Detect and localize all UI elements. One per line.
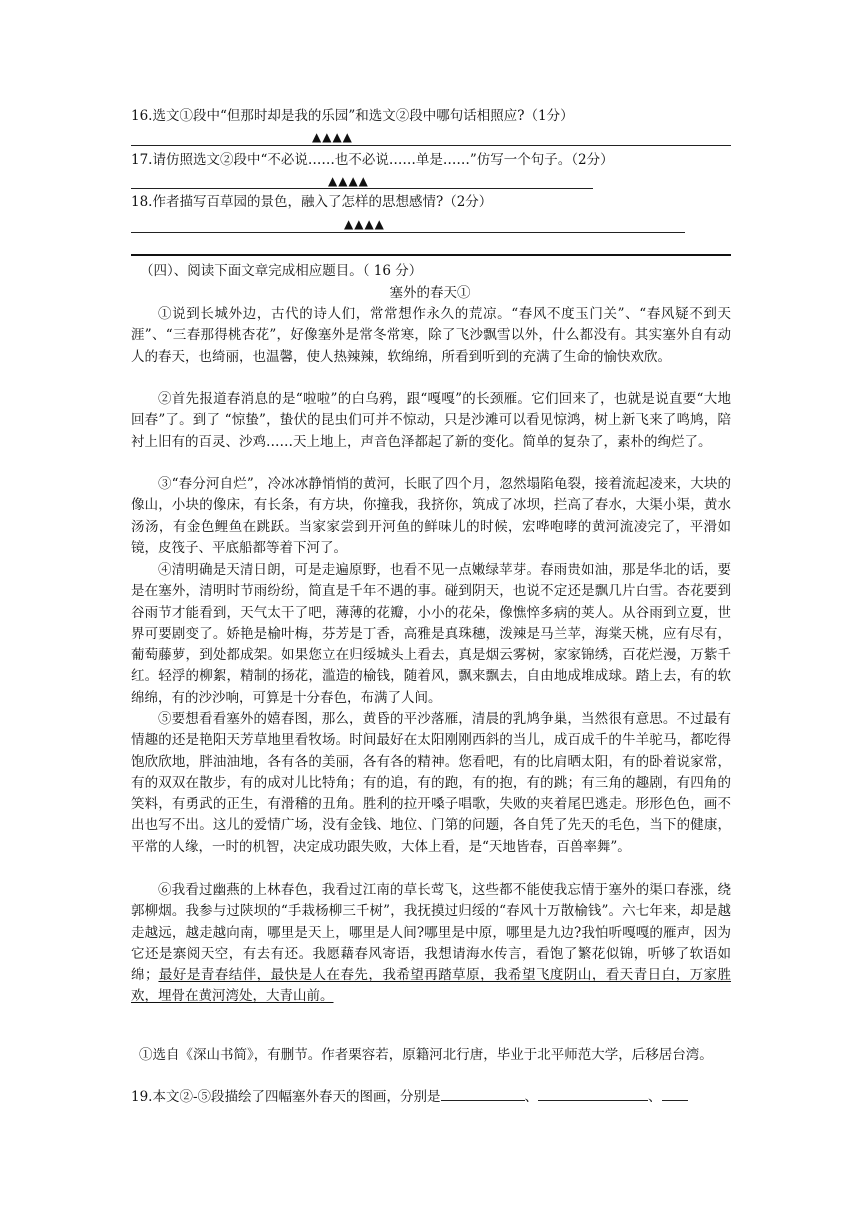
question-17: 17.请仿照选文②段中“不必说……也不必说……单是……”仿写一个句子。（2分）: [131, 152, 614, 168]
footnote: ①选自《深山书简》，有删节。作者栗容若，原籍河北行唐，毕业于北平师范大学，后移居台湾。: [139, 1047, 713, 1063]
section-divider: [131, 254, 731, 256]
paragraph-6-text: ⑥我看过幽燕的上林春色，我看过江南的草长莺飞，这些都不能使我忘情于塞外的渠口春涨，绕郭柳烟。我参与过陕坝的“手栽杨柳三千树”，我抚摸过归绥的“春风十万散榆钱”。六七年来，却是越走越远，越走越向南，哪里是天上，哪里是人间?哪里是中原，哪里是九边?我怕听嘎嘎的雁声，因为它还是寨阅天空，有去有还。我愿藉春风寄语，我想请海水传言，看饱了繁花似锦，听够了软语如绵；: [131, 882, 731, 984]
answer-marker-16: ▲▲▲▲: [312, 130, 353, 144]
answer-marker-18: ▲▲▲▲: [344, 217, 385, 231]
answer-blank-19-1[interactable]: [441, 1087, 525, 1101]
answer-line-18[interactable]: [131, 232, 685, 233]
answer-line-16[interactable]: [131, 145, 731, 146]
question-19: [131, 1087, 688, 1107]
question-16: 16.选文①段中“但那时却是我的乐园”和选文②段中哪句话相照应?（1分）: [131, 108, 574, 124]
paragraph-6-underlined-text: 最好是青春结伴，最快是人在春先，我希望再踏草原，我希望飞度阴山，看天青日白，万家胜欢，埋骨在黄河湾处，大青山前。: [131, 967, 732, 1005]
blank-separator: 、: [648, 1089, 662, 1105]
paragraph-4: ④清明确是天清日朗，可是走遍原野，也看不见一点嫩绿苹芽。春雨贵如油，那是华北的话，要是在塞外，清明时节雨纷纷，简直是千年不遇的事。碰到阴天，也说不定还是飘几片白雪。杏花要到谷雨节才能看到，天气太干了吧，薄薄的花瓣，小小的花朵，像憔悴多病的荚人。从谷雨到立夏，世界可要剧变了。娇艳是榆叶梅，芬芳是丁香，高雅是真珠穗，泼辣是马兰苹，海棠天桃，应有尽有，葡萄藤萝，到处都成架。如果您立在归绥城头上看去，真是烟云雾树，家家锦绣，百花烂漫，万紫千红。轻浮的柳絮，精制的扬花，滥造的榆钱，随着风，飘来飘去，自由地成堆成球。踏上去，有的软绵绵，有的沙沙响，可算是十分春色，布满了人间。: [131, 562, 731, 706]
question-18: 18.作者描写百草园的景色，融入了怎样的思想感情?（2分）: [131, 194, 493, 210]
paragraph-3: ③“春分河自烂”，冷冰冰静悄悄的黄河，长眠了四个月，忽然塌陷龟裂，接着流起凌来，大块的像山，小块的像床，有长条，有方块，你撞我，我挤你，筑成了冰坝，拦高了春水，大渠小渠，黄水汤汤，有金色鲤鱼在跳跃。当家家尝到开河鱼的鲜味儿的时候，宏哗咆哮的黄河流凌完了，平滑如镜，皮筏子、平底船都等着下河了。: [131, 476, 731, 556]
answer-blank-19-2[interactable]: [538, 1087, 648, 1101]
answer-marker-17: ▲▲▲▲: [328, 174, 369, 188]
section-heading: （四）、阅读下面文章完成相应题目。（ 16 分）: [140, 263, 423, 279]
paragraph-1: ①说到长城外边，古代的诗人们，常常想作永久的荒凉。“春风不度玉门关”、“春风疑不到天涯”、“三春那得桃杏花”，好像塞外是常冬常寒，除了飞沙飘雪以外，什么都没有。其实塞外自有动人的春天，也绮丽，也温馨，使人热辣辣，软绵绵，所看到听到的充满了生命的愉快欢欣。: [131, 306, 731, 365]
paragraph-5: ⑤要想看看塞外的嬉春图，那么，黄昏的平沙落雁，清晨的乳鸠争巢，当然很有意思。不过最有情趣的还是艳阳天芳草地里看牧场。时间最好在太阳刚刚西斜的当儿，成百成千的牛羊驼马，都吃得饱欣欣地，胖油油地，各有各的美丽，各有各的精神。您看吧，有的比肩晒太阳，有的卧着说家常，有的双双在散步，有的成对儿比特角；有的追，有的跑，有的抱，有的跳；有三角的趣剧，有四角的笑料，有勇武的正生，有滑稽的丑角。胜利的拉开嗓子唱歌，失败的夹着尾巴逃走。形形色色，画不出也写不出。这儿的爱情广场，没有金钱、地位、门第的问题，各自凭了先天的毛色，当下的健康，平常的人缘，一时的机智，决定成功跟失败，大体上看，是“天地皆春，百兽率舞”。: [131, 711, 731, 855]
paragraph-6: [131, 880, 731, 1008]
blank-separator: 、: [524, 1089, 539, 1105]
answer-line-17[interactable]: [131, 188, 593, 189]
answer-blank-19-3[interactable]: [662, 1087, 688, 1101]
question-19-text: 19.本文②-⑤段描绘了四幅塞外春天的图画，分别是: [131, 1089, 441, 1105]
paragraph-2: ②首先报道春消息的是“啦啦”的白乌鸦，跟“嘎嘎”的长颈雁。它们回来了，也就是说直要“大地回春”了。到了 “惊蛰”，蛰伏的昆虫们可并不惊动，只是沙滩可以看见惊鸿，树上新飞来了鸣鸠，陪衬上旧有的百灵、沙鸡……天上地上，声音色泽都起了新的变化。简单的复杂了，素朴的绚烂了。: [131, 391, 731, 450]
passage-title: 塞外的春天①: [389, 285, 471, 301]
